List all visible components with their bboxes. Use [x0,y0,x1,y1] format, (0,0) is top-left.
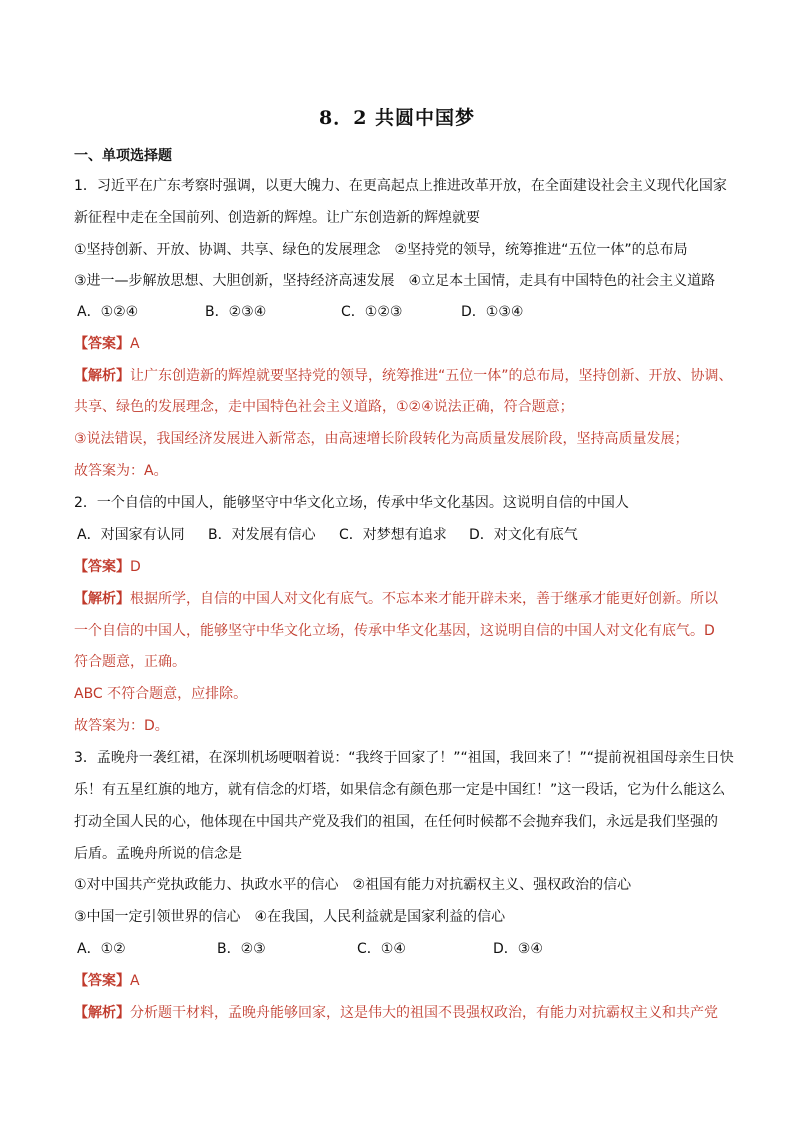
answer-tag: 【答案】 [74,336,130,352]
q1-analysis-line-3: ③说法错误，我国经济发展进入新常态，由高速增长阶段转化为高质量发展阶段，坚持高质量发展； [74,431,689,447]
answer-tag: 【答案】 [74,559,130,575]
q2-option-a[interactable]: A．对国家有认同 [77,527,185,543]
q2-options [77,525,578,545]
q1-conclusion: 故答案为：A。 [74,463,168,479]
q2-answer [74,557,141,577]
analysis-text: 让广东创造新的辉煌就要坚持党的领导，统筹推进“五位一体”的总布局，坚持创新、开放、协调、 [130,368,733,384]
q2-analysis-line-2: 一个自信的中国人，能够坚守中华文化立场，传承中华文化基因，这说明自信的中国人对文化有底气。D [74,623,715,639]
q1-stem-line-2: 新征程中走在全国前列、创造新的辉煌。让广东创造新的辉煌就要 [74,210,480,226]
q1-option-d[interactable]: D．①③④ [461,304,524,320]
analysis-tag: 【解析】 [74,591,130,607]
q3-stem-line-4: 后盾。孟晚舟所说的信念是 [74,846,242,862]
q2-option-b[interactable]: B．对发展有信心 [208,527,316,543]
q2-option-c[interactable]: C．对梦想有追求 [339,527,447,543]
analysis-tag: 【解析】 [74,368,130,384]
q3-option-d[interactable]: D．③④ [493,941,543,957]
q1-item-line-2: ③进一—步解放思想、大胆创新，坚持经济高速发展 ④立足本土国情，走具有中国特色的社会主义道路 [74,273,716,289]
analysis-tag: 【解析】 [74,1005,130,1021]
q1-option-a[interactable]: A．①②④ [77,304,139,320]
q1-option-c[interactable]: C．①②③ [341,304,403,320]
q1-item-line-1: ①坚持创新、开放、协调、共享、绿色的发展理念 ②坚持党的领导，统筹推进“五位一体”的总布局 [74,242,688,258]
q1-analysis-line-2: 共享、绿色的发展理念，走中国特色社会主义道路，①②④说法正确，符合题意； [74,399,574,415]
q3-option-c[interactable]: C．①④ [357,941,406,957]
q2-conclusion: 故答案为：D。 [74,718,169,734]
q1-answer [74,334,140,354]
q3-stem-line-1: 3．孟晚舟一袭红裙，在深圳机场哽咽着说：“我终于回家了！”“祖国，我回来了！”“提前祝祖国母亲生日快 [74,750,734,766]
q2-stem-line-1: 2．一个自信的中国人，能够坚守中华文化立场，传承中华文化基因。这说明自信的中国人 [74,495,629,511]
answer-value: A [130,973,140,989]
q3-stem-line-2: 乐！有五星红旗的地方，就有信念的灯塔，如果信念有颜色那一定是中国红！”这一段话，它为什么能这么 [74,782,726,798]
q1-options [77,302,523,322]
q1-analysis-line-1 [74,366,733,386]
q3-analysis-line-1 [74,1003,718,1023]
section-heading: 一、单项选择题 [74,148,172,164]
q3-options [77,939,543,959]
q3-item-line-1: ①对中国共产党执政能力、执政水平的信心 ②祖国有能力对抗霸权主义、强权政治的信心 [74,877,632,893]
q2-analysis-line-4: ABC 不符合题意，应排除。 [74,686,248,702]
q3-item-line-2: ③中国一定引领世界的信心 ④在我国，人民利益就是国家利益的信心 [74,909,506,925]
answer-value: D [130,559,141,575]
answer-value: A [130,336,140,352]
q1-stem-line-1: 1．习近平在广东考察时强调，以更大魄力、在更高起点上推进改革开放，在全面建设社会主义现代化国家 [74,178,727,194]
q3-option-a[interactable]: A．①② [77,941,126,957]
q1-option-b[interactable]: B．②③④ [205,304,267,320]
page-title: 8．2 共圆中国梦 [318,107,476,129]
q2-option-d[interactable]: D．对文化有底气 [469,527,578,543]
q2-analysis-line-1 [74,589,718,609]
analysis-text: 分析题干材料，孟晚舟能够回家，这是伟大的祖国不畏强权政治，有能力对抗霸权主义和共产党 [130,1005,718,1021]
q2-analysis-line-3: 符合题意，正确。 [74,654,186,670]
q3-option-b[interactable]: B．②③ [217,941,266,957]
answer-tag: 【答案】 [74,973,130,989]
analysis-text: 根据所学，自信的中国人对文化有底气。不忘本来才能开辟未来，善于继承才能更好创新。所以 [130,591,718,607]
q3-stem-line-3: 打动全国人民的心，他体现在中国共产党及我们的祖国，在任何时候都不会抛弃我们，永远是我们坚强的 [74,814,718,830]
q3-answer [74,971,140,991]
